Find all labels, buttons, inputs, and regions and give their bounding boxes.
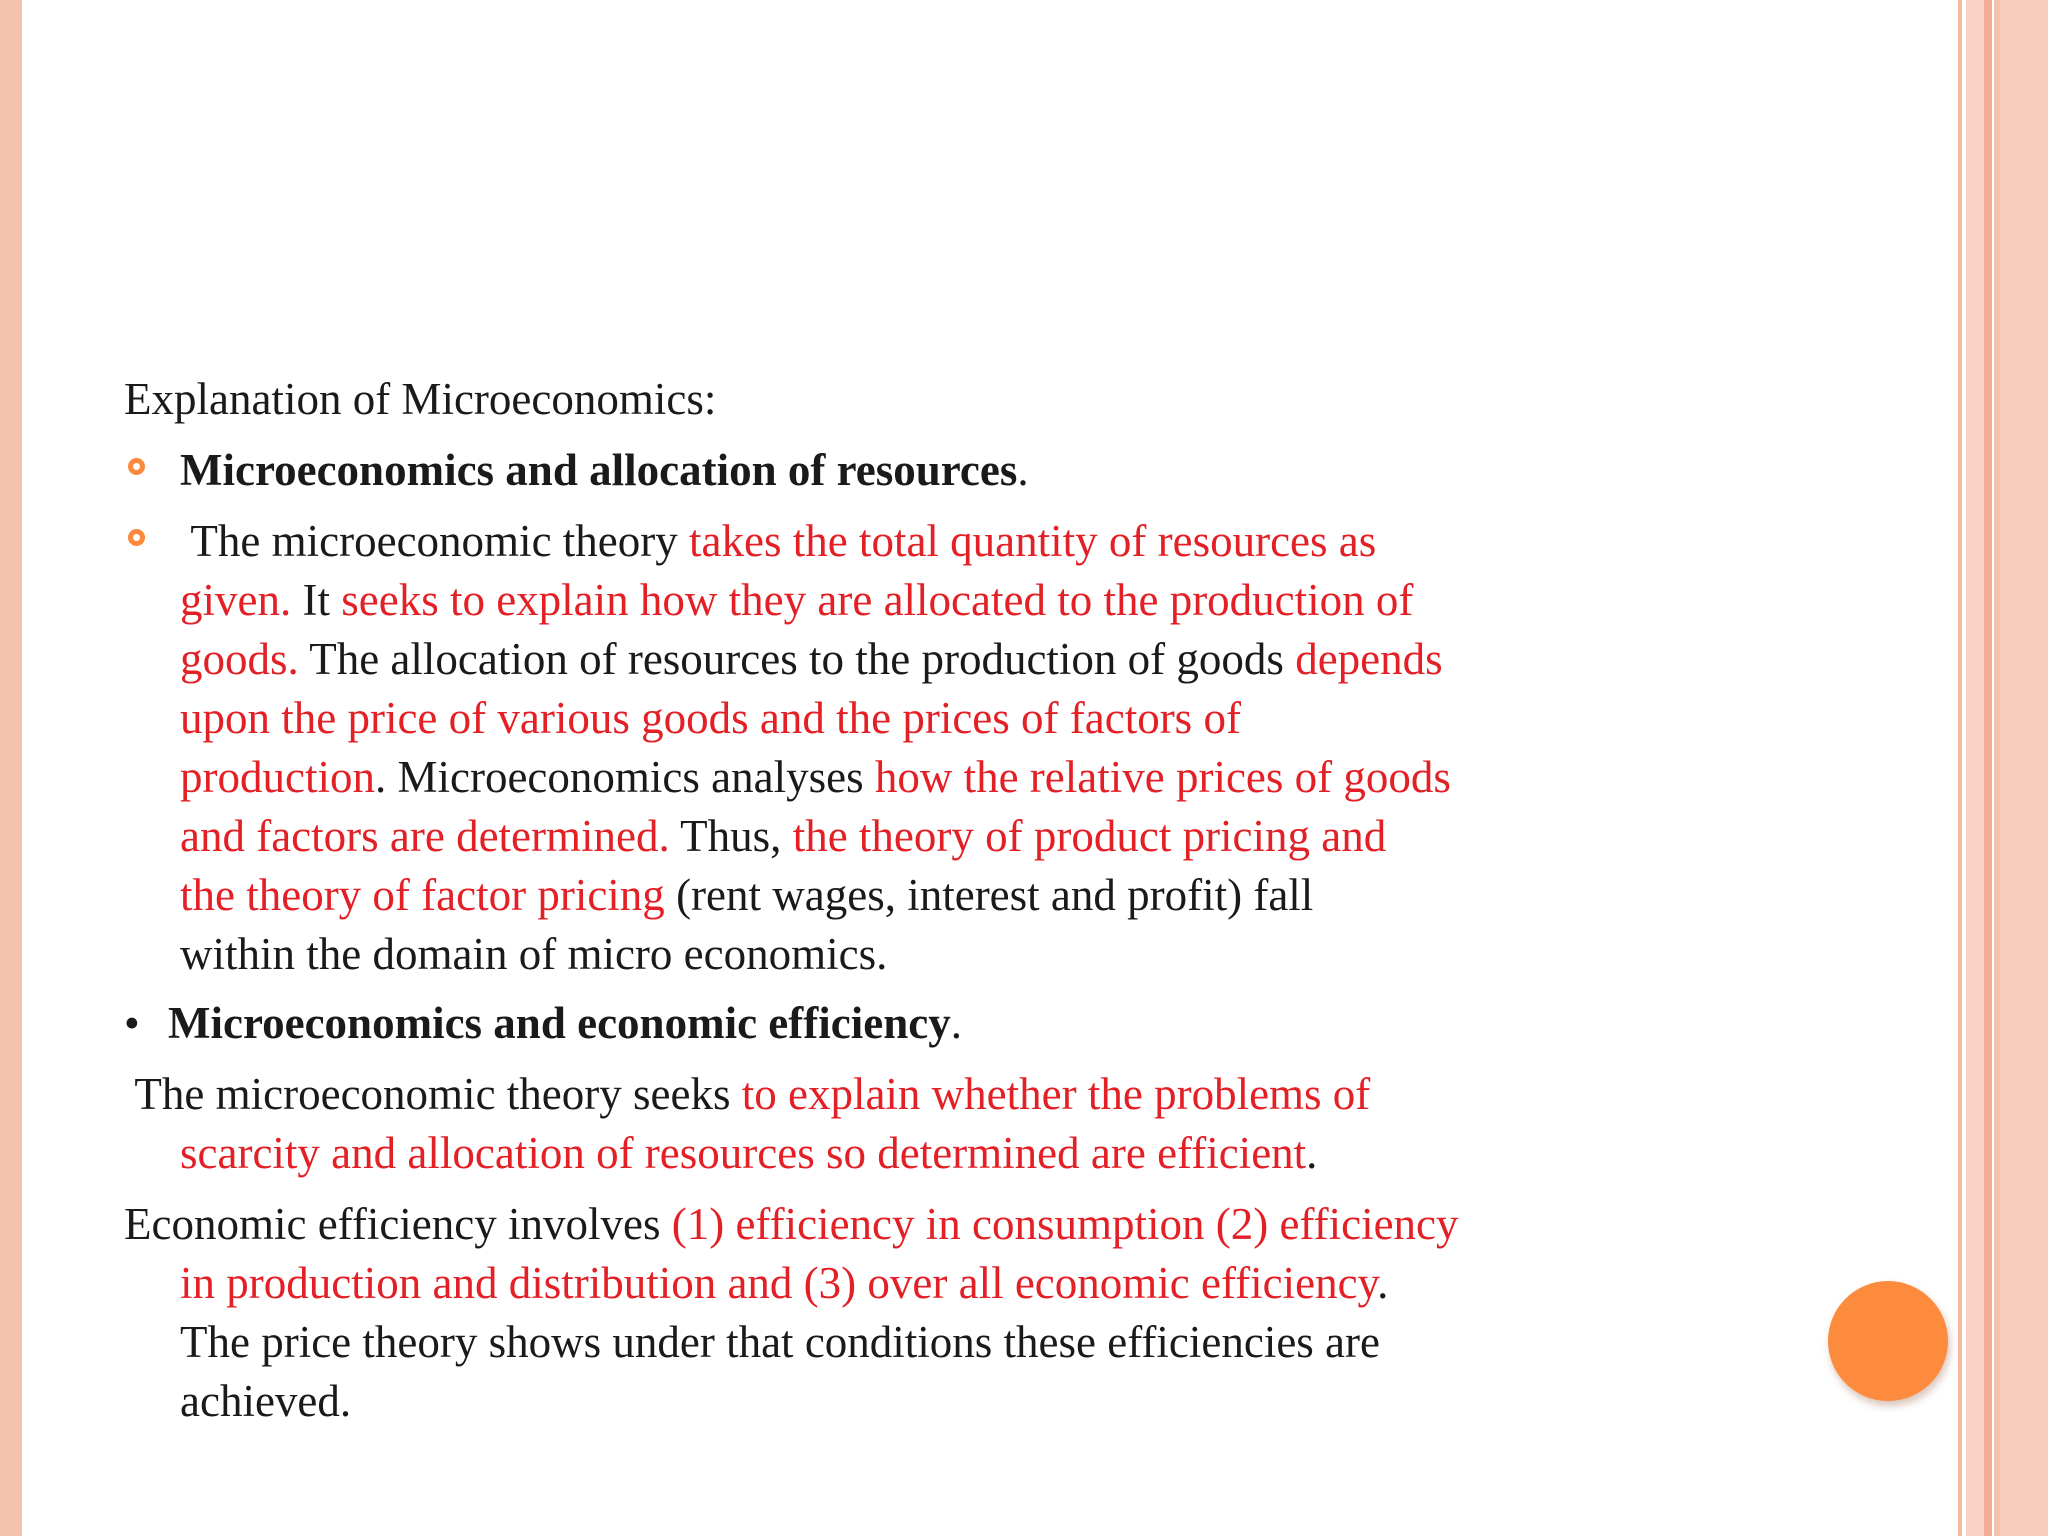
intro-line	[124, 370, 1764, 429]
right-border-stripe	[2000, 0, 2048, 1536]
intro-text: Explanation of Microeconomics:	[124, 374, 717, 424]
paragraph: Economic efficiency involves (1) efficiency in consumption (2) efficiency in production and distribution and (3) over all economic efficiency. The price theory shows under that conditions these efficiencies are achieved.	[124, 1199, 1459, 1426]
right-border-stripe	[1966, 0, 1984, 1536]
ring-bullet-icon	[128, 458, 145, 475]
right-border-stripe	[1984, 0, 1992, 1536]
dot-bullet-icon: •	[124, 998, 140, 1048]
decorative-orange-circle	[1828, 1281, 1948, 1401]
list-item: The microeconomic theory takes the total quantity of resources as given. It seeks to explain how they are allocated to the production of goods. The allocation of resources to the production of goods depends upon the price of various goods and the prices of factors of production. Microeconomics analyses how the relative prices of goods and factors are determined. Thus, the theory of product pricing and the theory of factor pricing (rent wages, interest and profit) fall within the domain of micro economics.	[124, 512, 1764, 984]
left-border-stripe	[0, 0, 22, 1536]
item-heading: Microeconomics and allocation of resources	[180, 445, 1018, 495]
paragraph: The microeconomic theory seeks to explain whether the problems of scarcity and allocation of resources so determined are efficient.	[124, 1069, 1371, 1178]
slide-content	[124, 370, 1764, 1431]
list-item: Microeconomics and allocation of resources.	[124, 441, 1764, 500]
list-item: • Microeconomics and economic efficiency.	[124, 994, 1764, 1053]
right-border-stripe	[1958, 0, 1962, 1536]
ring-bullet-icon	[128, 529, 145, 546]
item-heading: Microeconomics and economic efficiency	[168, 998, 951, 1048]
